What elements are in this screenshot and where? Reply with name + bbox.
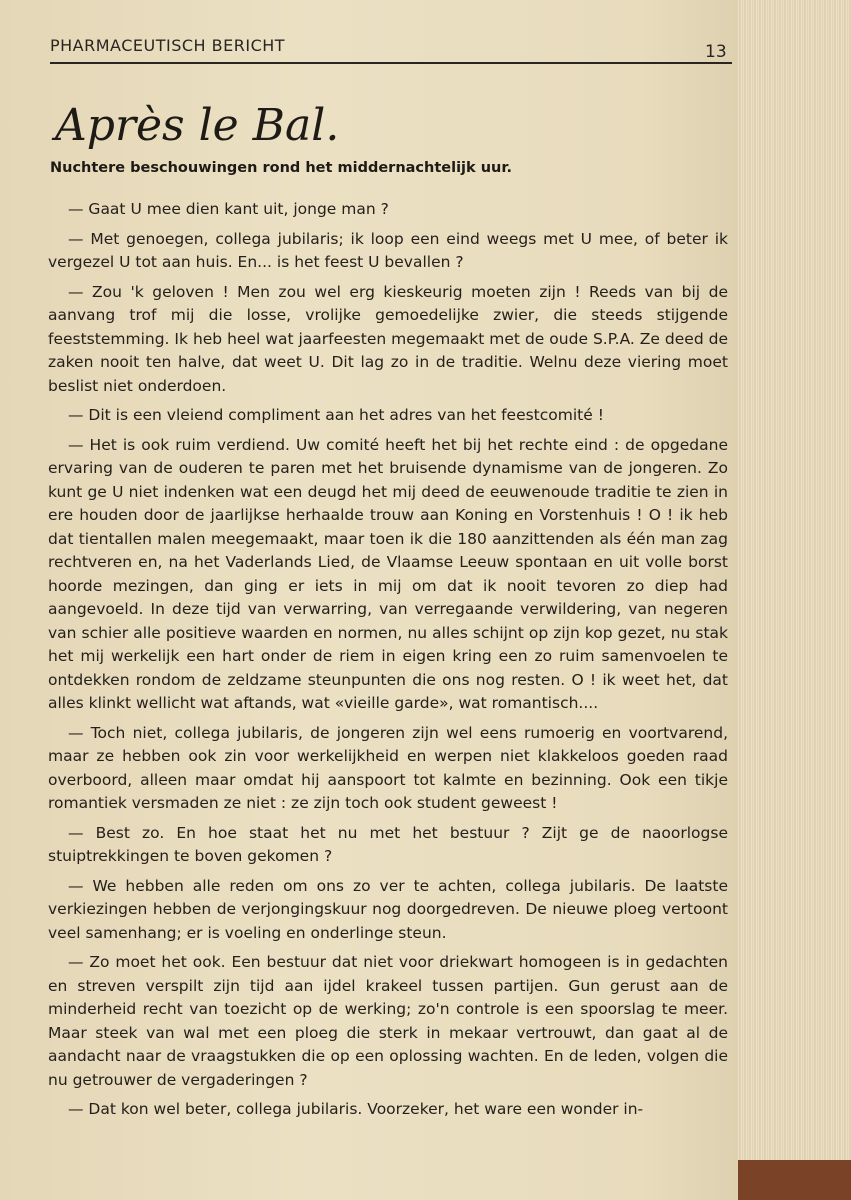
book-cover-edge — [738, 1160, 851, 1200]
paragraph: — We hebben alle reden om ons zo ver te achten, collega jubilaris. De laatste verkiezingen hebben de verjongingskuur nog doorgedreven. De nieuwe ploeg vertoont veel samenhang; er is voeling en onderlinge steun. — [48, 876, 728, 942]
paragraph: — Toch niet, collega jubilaris, de jongeren zijn wel eens rumoerig en voortvarend, maar ze hebben ook zin voor werkelijkheid en werpen niet klakkeloos goeden raad overboord, alleen maar omdat hij aanspoort tot kalmte en bezinning. Ook een tikje romantiek versmaden ze niet : ze zijn toch ook student geweest ! — [48, 723, 728, 812]
page-stack-edge — [738, 0, 851, 1200]
paragraph: — Zo moet het ook. Een bestuur dat niet voor driekwart homogeen is in gedachten en streven verspilt zijn tijd aan ijdel krakeel tussen partijen. Gun gerust aan de minderheid recht van toezicht op de werking; zo'n controle is een spoorslag te meer. Maar steek van wal met een ploeg die sterk in mekaar vertrouwt, dan gaat al de aandacht naar de vraagstukken die op een oplossing wachten. En de leden, volgen die nu getrouwer de vergaderingen ? — [48, 953, 728, 1089]
running-header: PHARMACEUTISCH BERICHT — [50, 36, 286, 55]
article-title: Après le Bal. — [55, 100, 340, 151]
page-number: 13 — [705, 42, 727, 62]
article-subtitle: Nuchtere beschouwingen rond het middernachtelijk uur. — [50, 160, 512, 176]
paragraph: — Het is ook ruim verdiend. Uw comité heeft het bij het rechte eind : de opgedane ervaring van de ouderen te paren met het bruisende dynamisme van de jongeren. Zo kunt ge U niet indenken wat een deugd het mij deed de eeuwenoude traditie te zien in ere houden door de jaarlijkse herhaalde trouw aan Koning en Vorstenhuis ! O ! ik heb dat tientallen malen meegemaakt, maar toen ik die 180 aanzittenden als één man zag rechtveren en, na het Vaderlands Lied, de Vlaamse Leeuw spontaan en uit volle borst hoorde mezingen, dan ging er iets in mij om dat ik nooit tevoren zo diep had aangevoeld. In deze tijd van verwarring, van verregaande verwildering, van negeren van schier alle positieve waarden en normen, nu alles schijnt op zijn kop gezet, nu stak het mij werkelijk een hart onder de riem in eigen kring een zo ruim samenvoelen te ontdekken rondom de zeldzame steunpunten die ons nog resten. O ! ik weet het, dat alles klinkt wellicht wat aftands, wat «vieille garde», wat romantisch.... — [48, 435, 728, 712]
paragraph: — Dit is een vleiend compliment aan het adres van het feestcomité ! — [68, 406, 604, 424]
paragraph: — Dat kon wel beter, collega jubilaris. Voorzeker, het ware een wonder in- — [68, 1100, 644, 1118]
paragraph: — Gaat U mee dien kant uit, jonge man ? — [68, 200, 389, 218]
paragraph: — Best zo. En hoe staat het nu met het bestuur ? Zijt ge de naoorlogse stuiptrekkingen te boven gekomen ? — [48, 823, 728, 865]
header-rule — [50, 62, 732, 64]
article-body — [48, 198, 728, 1128]
paragraph: — Zou 'k geloven ! Men zou wel erg kieskeurig moeten zijn ! Reeds van bij de aanvang trof mij die losse, vrolijke gemoedelijke zwier, die steeds stijgende feeststemming. Ik heb heel wat jaarfeesten megemaakt met de oude S.P.A. Ze deed de zaken nooit ten halve, dat weet U. Dit lag zo in de traditie. Welnu deze viering moet beslist niet onderdoen. — [48, 282, 728, 395]
paragraph: — Met genoegen, collega jubilaris; ik loop een eind weegs met U mee, of beter ik vergezel U tot aan huis. En... is het feest U bevallen ? — [48, 229, 728, 271]
